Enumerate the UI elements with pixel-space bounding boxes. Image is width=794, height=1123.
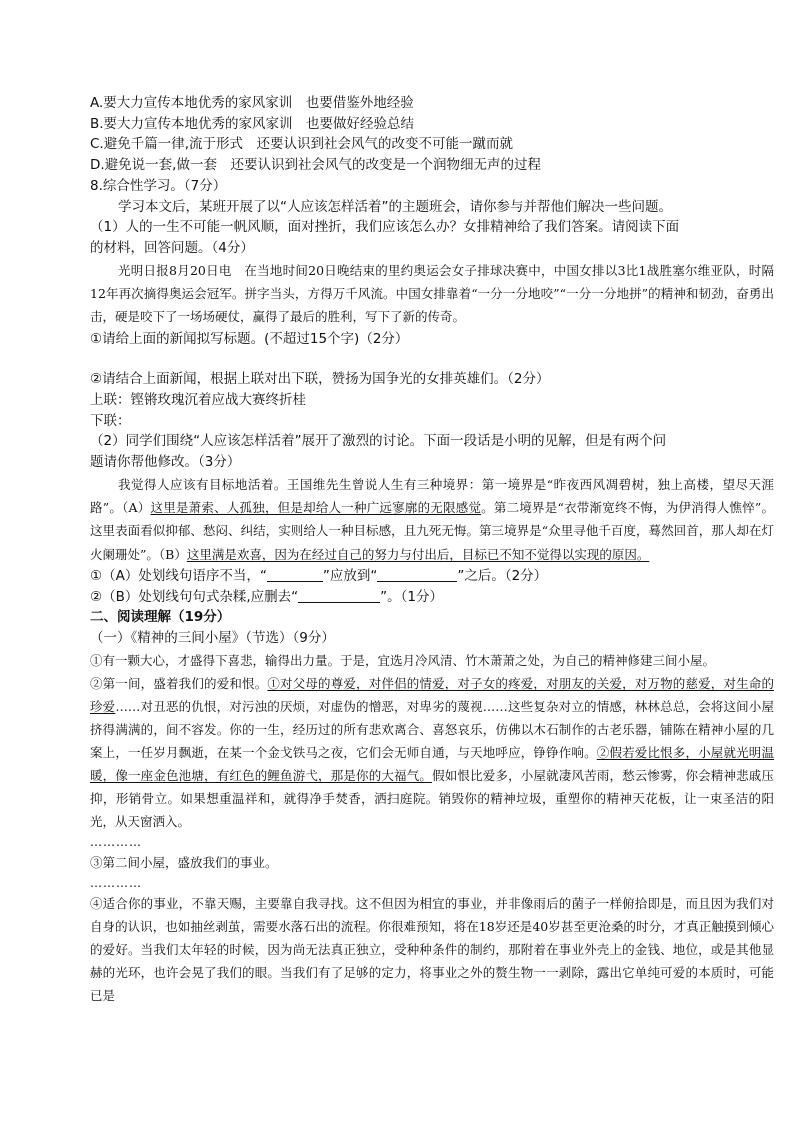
fix-b-text-2: ”。（1分） xyxy=(380,588,443,605)
essay-text-2: 。第二境界是“衣带渐宽终不悔，为伊消得人憔悴”。这里表面看似抑郁、愁闷、纠结，实则给人一种目标感，且九死无悔。第三境界是“众里寻他千百度，蓦然回首，那人却在灯火阑珊处”。（B） xyxy=(90,500,774,562)
ellipsis-2: ………… xyxy=(90,875,142,890)
fix-a-text-1: ①（A）处划线句语序不当，“ xyxy=(90,567,267,584)
option-c: C.避免千篇一律,流于形式 还要认识到社会风气的改变不可能一蹴而就 xyxy=(90,136,514,153)
reading-paragraph-4: ④适合你的事业，不靠天赐，主要靠自我寻找。这不但因为相宜的事业，并非像雨后的菌子一样俯拾即是，而且因为我们对自身的认识，也如抽丝剥茧，需要水落石出的流程。你很难预知，将在18岁还是40岁甚至更沧桑的时分，才真正触摸到倾心的爱好。当我们太年轻的时候，因为尚无法真正独立，受种种条件的制约，那附着在事业外壳上的金钱、地位，或是其他显赫的光环，也许会晃了我们的眼。当我们有了足够的定力，将事业之外的赘生物一一剥除，露出它单纯可爱的本质时，可能已是 xyxy=(90,895,774,1003)
p2-end: 假如恨比爱多，小屋就凄风苦雨，愁云惨雾，你会精神悲戚压抑，形销骨立。如果想重温祥和，就得净手焚香，洒扫庭院。销毁你的精神垃圾，重塑你的精神天花板，让一束圣洁的阳光，从天窗洒入。 xyxy=(90,767,774,829)
fix-a-question xyxy=(90,566,774,587)
option-b: B.要大力宣传本地优秀的家风家训 也要做好经验总结 xyxy=(90,115,415,132)
fix-b-blank[interactable] xyxy=(298,588,380,603)
p2-underline-1: ①对父母的尊爱，对伴侣的情爱，对子女的疼爱，对朋友的关爱，对万物的慈爱，对生命的珍爱 xyxy=(90,675,774,714)
question-8-part1-line2: 的材料，回答问题。（4分） xyxy=(90,239,254,256)
reading-paragraph-1: ①有一颗大心，才盛得下喜悲，输得出力量。于是，宜选月冷风清、竹木萧萧之处，为自己的精神修建三间小屋。 xyxy=(90,652,716,668)
news-passage: 光明日报8月20日电 在当地时间20日晚结束的里约奥运会女子排球决赛中，中国女排以3比1战胜塞尔维亚队，时隔12年再次摘得奥运会冠军。拼字当头，方得万千风流。中国女排靠着“一分一分地咬”“一分一分地拼”的精神和韧劲，奋勇出击，硬是咬下了一场场硬仗，赢得了最后的胜利，写下了新的传奇。 xyxy=(90,262,774,325)
essay-passage xyxy=(90,473,774,566)
essay-text-1: 我觉得人应该有目标地活着。王国维先生曾说人生有三种境界：第一境界是“昨夜西风凋碧树，独上高楼，望尽天涯路”。（A） xyxy=(90,476,774,516)
fix-b-question xyxy=(90,587,774,608)
question-8-part1-line1: （1）人的一生不可能一帆风顺，面对挫折，我们应该怎么办？女排精神给了我们答案。请阅读下面 xyxy=(90,219,680,236)
sub-question-headline: ①请给上面的新闻拟写标题。(不超过15个字)（2分） xyxy=(90,330,409,347)
essay-underline-a: 这里是萧索、人孤独，但是却给人一种广远寥廓的无限感觉 xyxy=(150,500,482,516)
sub-question-couplet: ②请结合上面新闻，根据上联对出下联，赞扬为国争光的女排英雄们。（2分） xyxy=(90,371,550,388)
reading-heading: 二、阅读理解（19分） xyxy=(90,609,231,626)
couplet-upper: 上联：铿锵玫瑰沉着应战大赛终折桂 xyxy=(90,391,306,408)
p2-middle: ……对丑恶的仇恨，对污浊的厌烦，对虚伪的憎恶，对卑劣的蔑视……这些复杂对立的情感，林林总总，会将这间小屋挤得满满的，间不容发。你的一生，经历过的所有悲欢离合、喜怒哀乐，仿佛以木石制作的古老乐器，铺陈在精神小屋的几案上，一任岁月飘逝，在某一个金戈铁马之夜，它们会无师自通，与天地呼应，铮铮作响。 xyxy=(90,698,774,760)
fix-a-blank-1[interactable] xyxy=(267,567,323,582)
answer-space-headline[interactable] xyxy=(90,349,774,369)
question-8-intro: 学习本文后，某班开展了以“人应该怎样活着”的主题班会，请你参与并帮他们解决一些问题。 xyxy=(118,198,672,215)
essay-underline-b: 这里满是欢喜，因为在经过自己的努力与付出后，目标已不知不觉得以实现的原因。 xyxy=(186,546,650,562)
p2-start: ②第一间，盛着我们的爱和恨。 xyxy=(90,675,268,691)
question-8-title: 8.综合性学习。（7分） xyxy=(90,177,227,194)
fix-a-blank-2[interactable] xyxy=(377,567,457,582)
option-a: A.要大力宣传本地优秀的家风家训 也要借鉴外地经验 xyxy=(90,95,414,111)
fix-b-text-1: ②（B）处划线句句式杂糅,应删去“ xyxy=(90,588,299,605)
fix-a-text-3: ”之后。（2分） xyxy=(457,567,548,584)
ellipsis-1: ………… xyxy=(90,834,142,849)
couplet-lower-label: 下联： xyxy=(90,412,131,429)
reading-paragraph-2 xyxy=(90,672,774,833)
question-8-part2-line1: （2）同学们围绕“人应该怎样活着”展开了激烈的讨论。下面一段话是小明的见解，但是有两个问 xyxy=(90,433,667,450)
option-d: D.避免说一套,做一套 还要认识到社会风气的改变是一个润物细无声的过程 xyxy=(90,157,541,174)
reading-paragraph-3: ③第二间小屋，盛放我们的事业。 xyxy=(90,854,278,870)
reading-subheading: （一）《精神的三间小屋》（节选）（9分） xyxy=(90,630,335,647)
fix-a-text-2: ”应放到“ xyxy=(322,567,378,584)
couplet-lower[interactable] xyxy=(90,411,774,432)
p2-underline-2: ②假若爱比恨多，小屋就光明温暖，像一座金色池塘，有红色的鲤鱼游弋，那是你的大福气。 xyxy=(90,744,774,783)
question-8-part2-line2: 题请你帮他修改。（3分） xyxy=(90,454,241,471)
